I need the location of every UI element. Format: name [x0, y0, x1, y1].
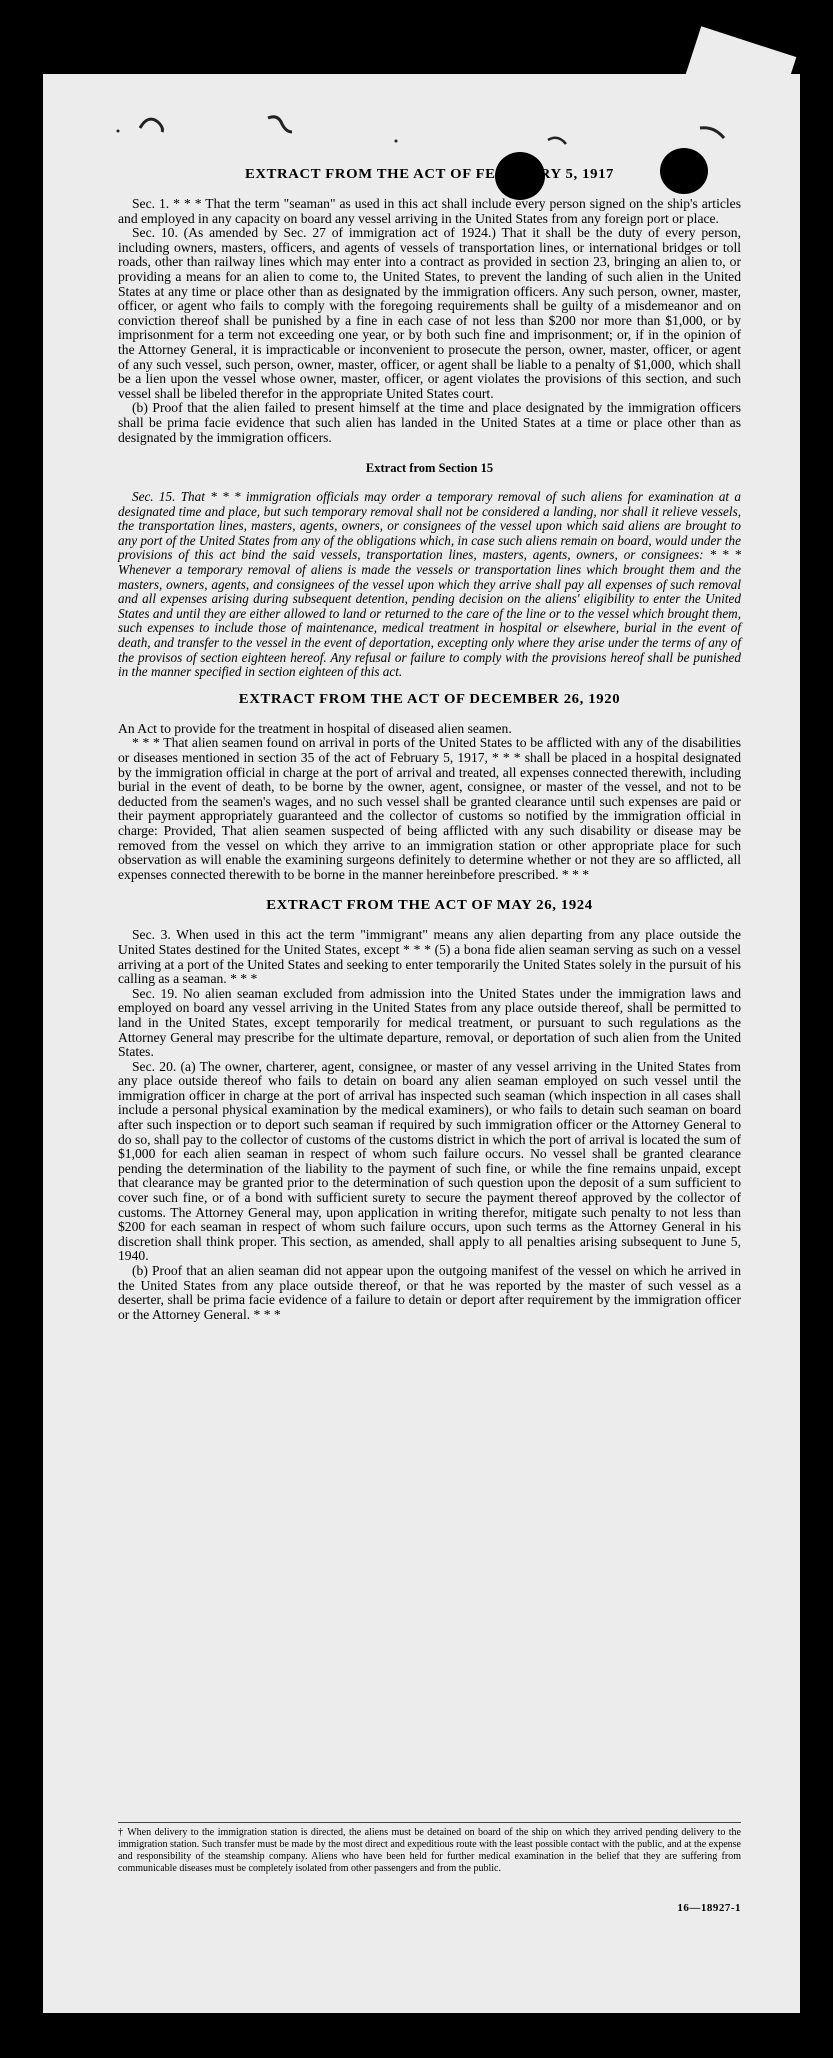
- footnote: † When delivery to the immigration station is directed, the aliens must be detained on board of the ship on which they arrived pending delivery to the immigration station. Such transfer must be made by the most direct and expeditious route with the least possible contact with the public, and at the expense and responsibility of the steamship company. Aliens who have been held for further medical examination in the belief that they are suffering from communicable diseases must be completely isolated from other passengers and from the public.: [118, 1827, 741, 1874]
- paragraph: Sec. 1. * * * That the term "seaman" as used in this act shall include every person signed on the ship's articles and employed in any capacity on board any vessel arriving in the United States from any foreign port or place.: [118, 196, 741, 226]
- document-body: [118, 167, 741, 1322]
- section-heading: EXTRACT FROM THE ACT OF MAY 26, 1924: [266, 898, 593, 914]
- footnote-rule: [118, 1822, 741, 1823]
- paragraph: (b) Proof that the alien failed to present himself at the time and place designated by the immigration officers shall be prima facie evidence that such alien has landed in the United States at a time or place other than as designated by the immigration officers.: [118, 400, 741, 445]
- paragraph: Sec. 10. (As amended by Sec. 27 of immigration act of 1924.) That it shall be the duty of every person, including owners, masters, officers, and agents of vessels of transportation lines, or international bridges or toll roads, other than railway lines which may enter into a contract as provided in section 23, bringing an alien to, or providing a means for an alien to come to, the United States, to prevent the landing of such alien in the United States at any time or place other than as designated by the immigration officers. Any such person, owner, master, officer, or agent who fails to comply with the foregoing requirements shall be guilty of a misdemeanor and on conviction thereof shall be punished by a fine in each case of not less than $200 nor more than $1,000, or by imprisonment for a term not exceeding one year, or by both such fine and imprisonment; or, if in the opinion of the Attorney General, it is impracticable or inconvenient to prosecute the person, owner, master, officer, or agent of any such vessel, such person, owner, master, officer, or agent shall be liable to a penalty of $1,000, which shall be a lien upon the vessel whose owner, master, officer, or agent violates the provisions of this section, and such vessel shall be libeled therefor in the appropriate United States court.: [118, 225, 741, 401]
- paragraph: Sec. 15. That * * * immigration officials may order a temporary removal of such aliens for examination at a designated time and place, but such temporary removal shall not be considered a landing, nor shall it relieve vessels, the transportation lines, masters, agents, owners, or consignees of the vessel upon which said aliens are brought to any port of the United States from any of the obligations which, in case such aliens remain on board, would under the provisions of this act bind the said vessels, transportation lines, masters, agents, owners, or consignees: * * * Whenever a temporary removal of aliens is made the vessels or transportation lines which brought them and the masters, owners, agents, and consignees of the vessel upon which they arrive shall pay all expenses of such removal and all expenses arising during subsequent detention, pending decision on the aliens' eligibility to enter the United States and until they are either allowed to land or returned to the care of the line or to the vessel which brought them, such expenses to include those of maintenance, medical treatment in hospital or elsewhere, burial in the event of death, and transfer to the vessel in the event of deportation, excepting only where they arise under the terms of any of the provisos of section eighteen hereof. Any refusal or failure to comply with the provisions hereof shall be punished in the manner specified in section eighteen of this act.: [118, 489, 741, 680]
- paragraph: An Act to provide for the treatment in hospital of diseased alien seamen.: [118, 720, 512, 736]
- paragraph: * * * That alien seamen found on arrival in ports of the United States to be afflicted with any of the disabilities or diseases mentioned in section 35 of the act of February 5, 1917, * * * shall be placed in a hospital designated by the immigration official in charge at the port of arrival and treated, all expenses connected therewith, including burial in the event of death, to be borne by the owner, agent, consignee, or master of the vessel, and not to be deducted from the seamen's wages, and no such vessel shall be granted clearance until such expenses are paid or their payment appropriately guaranteed and the collector of customs so notified by the immigration official in charge: Provided, That alien seamen suspected of being afflicted with any such disability or disease may be removed from the vessel on which they arrive to an immigration station or other appropriate place for such observation as will enable the examining surgeons definitely to determine whether or not they are so afflicted, all expenses connected therewith to be borne in the manner hereinbefore prescribed. * * *: [118, 735, 741, 882]
- paragraph: Sec. 19. No alien seaman excluded from admission into the United States under the immigration laws and employed on board any vessel arriving in the United States from any place outside thereof, shall be permitted to land in the United States, except temporarily for medical treatment, or pursuant to such regulations as the Attorney General may prescribe for the ultimate departure, removal, or deportation of such alien from the United States.: [118, 985, 741, 1060]
- paragraph: Sec. 20. (a) The owner, charterer, agent, consignee, or master of any vessel arriving in the United States from any place outside thereof who fails to detain on board any alien seaman employed on such vessel until the immigration officer in charge at the port of arrival has inspected such seaman (which inspection in all cases shall include a personal physical examination by the medical examiners), or who fails to detain such seaman on board after such inspection or to deport such seaman if required by such immigration officer or the Attorney General to do so, shall pay to the collector of customs of the customs district in which the port of arrival is located the sum of $1,000 for each alien seaman in respect of whom such failure occurs. No vessel shall be granted clearance pending the determination of the liability to the payment of such fine, or while the fine remains unpaid, except that clearance may be granted prior to the determination of such question upon the deposit of a sum sufficient to cover such fine, or of a bond with sufficient surety to secure the payment thereof approved by the collector of customs. The Attorney General may, upon application in writing therefor, mitigate such penalty to not less than $200 for each seaman in respect of whom such failure occurs, upon such terms as the Attorney General in his discretion shall think proper. This section, as amended, shall apply to all penalties arising subsequent to June 5, 1940.: [118, 1058, 741, 1264]
- section-heading: Extract from Section 15: [365, 461, 494, 476]
- paragraph: Sec. 3. When used in this act the term "immigrant" means any alien departing from any place outside the United States destined for the United States, except * * * (5) a bona fide alien seaman serving as such on a vessel arriving at a port of the United States and seeking to enter temporarily the United States solely in the pursuit of his calling as a seaman. * * *: [118, 927, 741, 987]
- section-heading: EXTRACT FROM THE ACT OF FEBRUARY 5, 1917: [244, 167, 615, 182]
- paragraph: (b) Proof that an alien seaman did not appear upon the outgoing manifest of the vessel on which he arrived in the United States from any place outside thereof, or that he was reported by the master of such vessel as a deserter, shall be prima facie evidence of a failure to detain or deport after requirement by the immigration officer or the Attorney General. * * *: [118, 1263, 741, 1322]
- section-heading: EXTRACT FROM THE ACT OF DECEMBER 26, 1920: [238, 691, 621, 707]
- form-number: 16—18927-1: [677, 1902, 741, 1914]
